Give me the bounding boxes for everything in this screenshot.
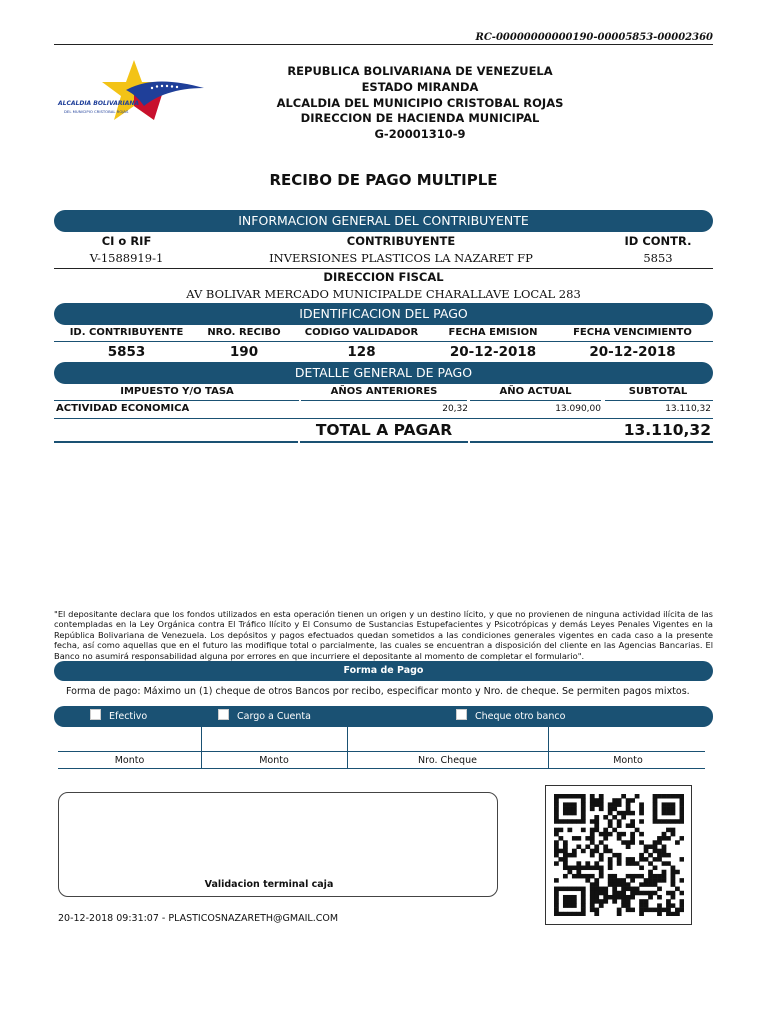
section-bar-detalle: DETALLE GENERAL DE PAGO	[54, 362, 713, 384]
total-value: 13.110,32	[623, 421, 711, 439]
pago-value: 190	[229, 344, 259, 360]
id-contr-value: 5853	[643, 251, 673, 265]
header-line: ALCALDIA DEL MUNICIPIO CRISTOBAL ROJAS	[276, 95, 564, 110]
divider	[605, 400, 713, 401]
field-line	[58, 751, 705, 752]
pago-value: 20-12-2018	[589, 344, 676, 360]
direccion-value: AV BOLIVAR MERCADO MUNICIPALDE CHARALLAVE LOCAL 283	[186, 287, 581, 301]
divider	[470, 441, 713, 443]
divider	[54, 341, 713, 342]
divider	[54, 441, 298, 443]
validation-label: Validacion terminal caja	[204, 879, 334, 890]
pago-header: ID. CONTRIBUYENTE	[69, 327, 184, 338]
header-line: ESTADO MIRANDA	[361, 79, 479, 94]
id-contr-label: ID CONTR.	[624, 234, 692, 248]
footer-timestamp: 20-12-2018 09:31:07 - PLASTICOSNAZARETH@GMAIL.COM	[58, 913, 339, 924]
contribuyente-value: INVERSIONES PLASTICOS LA NAZARET FP	[269, 251, 533, 265]
total-label: TOTAL A PAGAR	[315, 421, 453, 439]
validation-box	[58, 792, 498, 897]
payment-options-bar	[54, 706, 713, 727]
qr-code-icon	[554, 794, 684, 916]
pago-header: NRO. RECIBO	[207, 327, 281, 338]
header-line: G-20001310-9	[374, 127, 466, 142]
document-title: RECIBO DE PAGO MULTIPLE	[269, 171, 498, 189]
monto-cheque-field[interactable]: Monto	[613, 755, 643, 766]
divider	[54, 268, 713, 269]
option-efectivo[interactable]	[90, 706, 147, 727]
concepto-value: ACTIVIDAD ECONOMICA	[56, 403, 190, 414]
option-label: Cargo a Cuenta	[237, 711, 311, 722]
header-line: DIRECCION DE HACIENDA MUNICIPAL	[300, 111, 540, 126]
option-cheque[interactable]	[456, 706, 565, 727]
checkbox-icon[interactable]	[90, 709, 101, 720]
checkbox-icon[interactable]	[218, 709, 229, 720]
monto-efectivo-field[interactable]: Monto	[114, 755, 145, 766]
issuer-header	[230, 64, 610, 143]
header-line: REPUBLICA BOLIVARIANA DE VENEZUELA	[287, 64, 553, 78]
pago-header: CODIGO VALIDADOR	[304, 327, 419, 338]
divider	[300, 441, 468, 443]
option-label: Cheque otro banco	[475, 711, 566, 722]
pago-value: 20-12-2018	[449, 344, 537, 360]
divider	[54, 400, 299, 401]
subtotal-value: 13.110,32	[665, 404, 711, 414]
ci-value: V-1588919-1	[89, 251, 164, 265]
pago-header: FECHA VENCIMIENTO	[573, 327, 692, 338]
detalle-header: AÑO ACTUAL	[499, 386, 572, 397]
nro-cheque-field[interactable]: Nro. Cheque	[418, 755, 477, 766]
section-bar-pago: IDENTIFICACION DEL PAGO	[54, 303, 713, 325]
option-label: Efectivo	[109, 711, 148, 722]
option-cargo-cuenta[interactable]	[218, 706, 311, 727]
qr-code-frame	[545, 785, 692, 925]
pago-header: FECHA EMISION	[448, 327, 538, 338]
logo-text-line2: DEL MUNICIPIO CRISTOBAL ROJAS	[64, 109, 129, 114]
checkbox-icon[interactable]	[456, 709, 467, 720]
anteriores-value: 20,32	[442, 404, 468, 414]
pago-value: 5853	[107, 344, 146, 360]
star-emblem-icon	[56, 58, 206, 132]
detalle-header: IMPUESTO Y/O TASA	[120, 386, 234, 397]
actual-value: 13.090,00	[555, 404, 601, 414]
forma-pago-note: Forma de pago: Máximo un (1) cheque de otros Bancos por recibo, especificar monto y Nro. de cheque. Se permiten pagos mixtos.	[66, 686, 690, 697]
detalle-header: SUBTOTAL	[628, 386, 688, 397]
direccion-label: DIRECCION FISCAL	[323, 270, 444, 284]
section-bar-forma-pago: Forma de Pago	[54, 661, 713, 681]
monto-cargo-field[interactable]: Monto	[259, 755, 289, 766]
contribuyente-label: CONTRIBUYENTE	[346, 234, 456, 248]
logo-text-line1: ALCALDIA BOLIVARIANA	[58, 100, 140, 107]
alcaldia-logo	[56, 58, 206, 132]
field-line	[58, 768, 705, 769]
divider	[470, 400, 601, 401]
section-bar-contribuyente: INFORMACION GENERAL DEL CONTRIBUYENTE	[54, 210, 713, 232]
receipt-reference: RC-00000000000190-00005853-00002360	[475, 32, 713, 43]
detalle-header: AÑOS ANTERIORES	[330, 386, 438, 397]
divider	[54, 418, 713, 419]
pago-value: 128	[347, 344, 376, 360]
top-divider	[54, 44, 713, 45]
ci-label: CI o RIF	[101, 234, 152, 248]
legal-disclaimer: "El depositante declara que los fondos utilizados en esta operación tienen un origen y un destino lícito, y que no provienen de ninguna actividad ilícita de las contempladas en la Ley Orgánica contra El Tráfico Ilícito y El Consumo de Sustancias Estupefacientes y Psicotrópicas y demás Leyes Penales Vigentes en la República Bolivariana de Venezuela. Los depósitos y pagos efectuados quedan sometidos a las condiciones generales vigentes en cada caso a la presente fecha, así como aquellas que en el futuro las modifique total o parcialmente, las cuales se encuentran a disposición del cliente en las Agencias Bancarias. El Banco no asumirá responsabilidad alguna por errores en que incurriere el depositante al momento de completar el formulario".	[54, 609, 713, 661]
divider	[301, 400, 467, 401]
